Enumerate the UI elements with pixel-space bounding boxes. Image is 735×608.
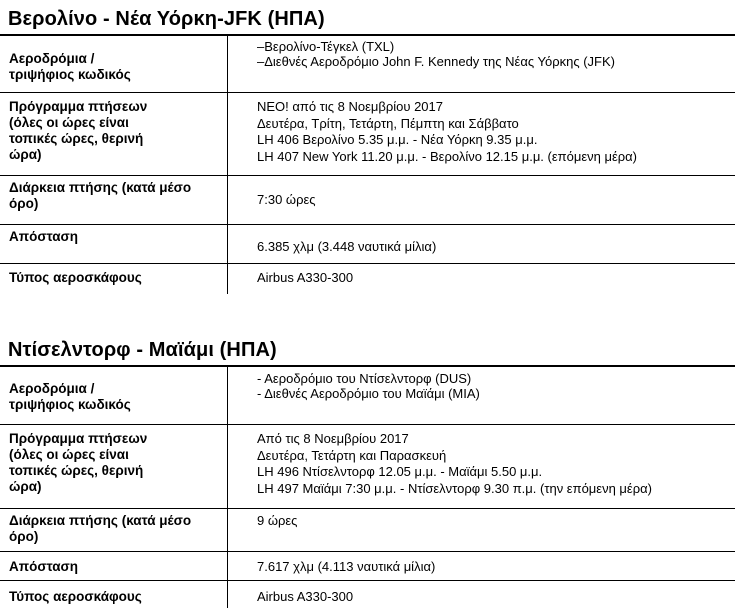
distance-row [0,225,735,263]
value-line: 7:30 ώρες [257,192,316,207]
airports-label [9,51,234,83]
schedule-label [9,431,234,495]
value-line: LH 496 Ντίσελντορφ 12.05 μ.μ. - Μαϊάμι 5.50 μ.μ. [257,464,543,479]
airports-row [0,367,735,422]
label-line: Αεροδρόμια / [9,381,95,396]
route-title: Βερολίνο - Νέα Υόρκη-JFK (ΗΠΑ) [8,8,325,30]
value-line: Από τις 8 Νοεμβρίου 2017 [257,431,409,446]
label-line: Απόσταση [9,229,78,244]
value-line: 7.617 χλμ (4.113 ναυτικά μίλια) [257,559,436,574]
value-line: ΝΕΟ! από τις 8 Νοεμβρίου 2017 [257,99,443,114]
label-line: τοπικές ώρες, θερινή [9,131,144,146]
airports-row [0,36,735,91]
distance-value [257,559,733,574]
aircraft-label [9,589,234,605]
aircraft-value [257,589,733,604]
label-line: όρο) [9,196,39,211]
duration-label [9,180,234,212]
schedule-row [0,93,735,173]
value-line: LH 407 New York 11.20 μ.μ. - Βερολίνο 12.15 μ.μ. (επόμενη μέρα) [257,148,638,164]
label-line: ώρα) [9,147,42,162]
label-line: Διάρκεια πτήσης (κατά μέσο [9,180,192,195]
airports-value [257,39,733,69]
aircraft-value [257,270,733,285]
value-line: Δευτέρα, Τετάρτη και Παρασκευή [257,447,447,463]
value-line: LH 497 Μαϊάμι 7:30 μ.μ. - Ντίσελντορφ 9.30 π.μ. (την επόμενη μέρα) [257,480,652,496]
label-line: (όλες οι ώρες είναι [9,115,129,130]
value-line: LH 406 Βερολίνο 5.35 μ.μ. - Νέα Υόρκη 9.35 μ.μ. [257,132,538,147]
distance-row [0,552,735,580]
value-line: - Αεροδρόμιο του Ντίσελντορφ (DUS) [257,371,472,386]
column-divider [227,36,228,294]
label-line: Πρόγραμμα πτήσεων [9,431,148,446]
schedule-row [0,425,735,507]
aircraft-label [9,270,234,286]
label-line: τριψήφιος κωδικός [9,67,131,82]
duration-value [257,192,733,207]
duration-row [0,509,735,551]
distance-label [9,559,234,575]
column-divider [227,367,228,608]
duration-label [9,513,234,545]
label-line: Τύπος αεροσκάφους [9,270,142,285]
value-line: 9 ώρες [257,513,298,528]
label-line: (όλες οι ώρες είναι [9,447,129,462]
airports-label [9,381,234,413]
value-line: Airbus A330-300 [257,589,354,604]
value-line: 6.385 χλμ (3.448 ναυτικά μίλια) [257,239,437,254]
route-title: Ντίσελντορφ - Μαϊάμι (ΗΠΑ) [8,339,277,361]
value-line: –Διεθνές Αεροδρόμιο John F. Kennedy της Νέας Υόρκης (JFK) [257,54,615,69]
label-line: Διάρκεια πτήσης (κατά μέσο [9,513,192,528]
value-line: Δευτέρα, Τρίτη, Τετάρτη, Πέμπτη και Σάββατο [257,115,519,131]
duration-row [0,176,735,223]
schedule-value [257,431,733,497]
label-line: τριψήφιος κωδικός [9,397,131,412]
airports-value [257,371,733,401]
label-line: τοπικές ώρες, θερινή [9,463,144,478]
schedule-label [9,99,234,163]
distance-value [257,239,733,254]
label-line: Τύπος αεροσκάφους [9,589,142,604]
value-line: Airbus A330-300 [257,270,354,285]
label-line: όρο) [9,529,39,544]
label-line: Αεροδρόμια / [9,51,95,66]
schedule-value [257,99,733,165]
duration-value [257,513,733,528]
aircraft-row [0,264,735,294]
value-line: –Βερολίνο-Τέγκελ (TXL) [257,39,395,54]
label-line: Απόσταση [9,559,78,574]
value-line: - Διεθνές Αεροδρόμιο του Μαϊάμι (MIA) [257,386,480,401]
label-line: ώρα) [9,479,42,494]
label-line: Πρόγραμμα πτήσεων [9,99,148,114]
distance-label [9,229,234,245]
aircraft-row [0,581,735,608]
